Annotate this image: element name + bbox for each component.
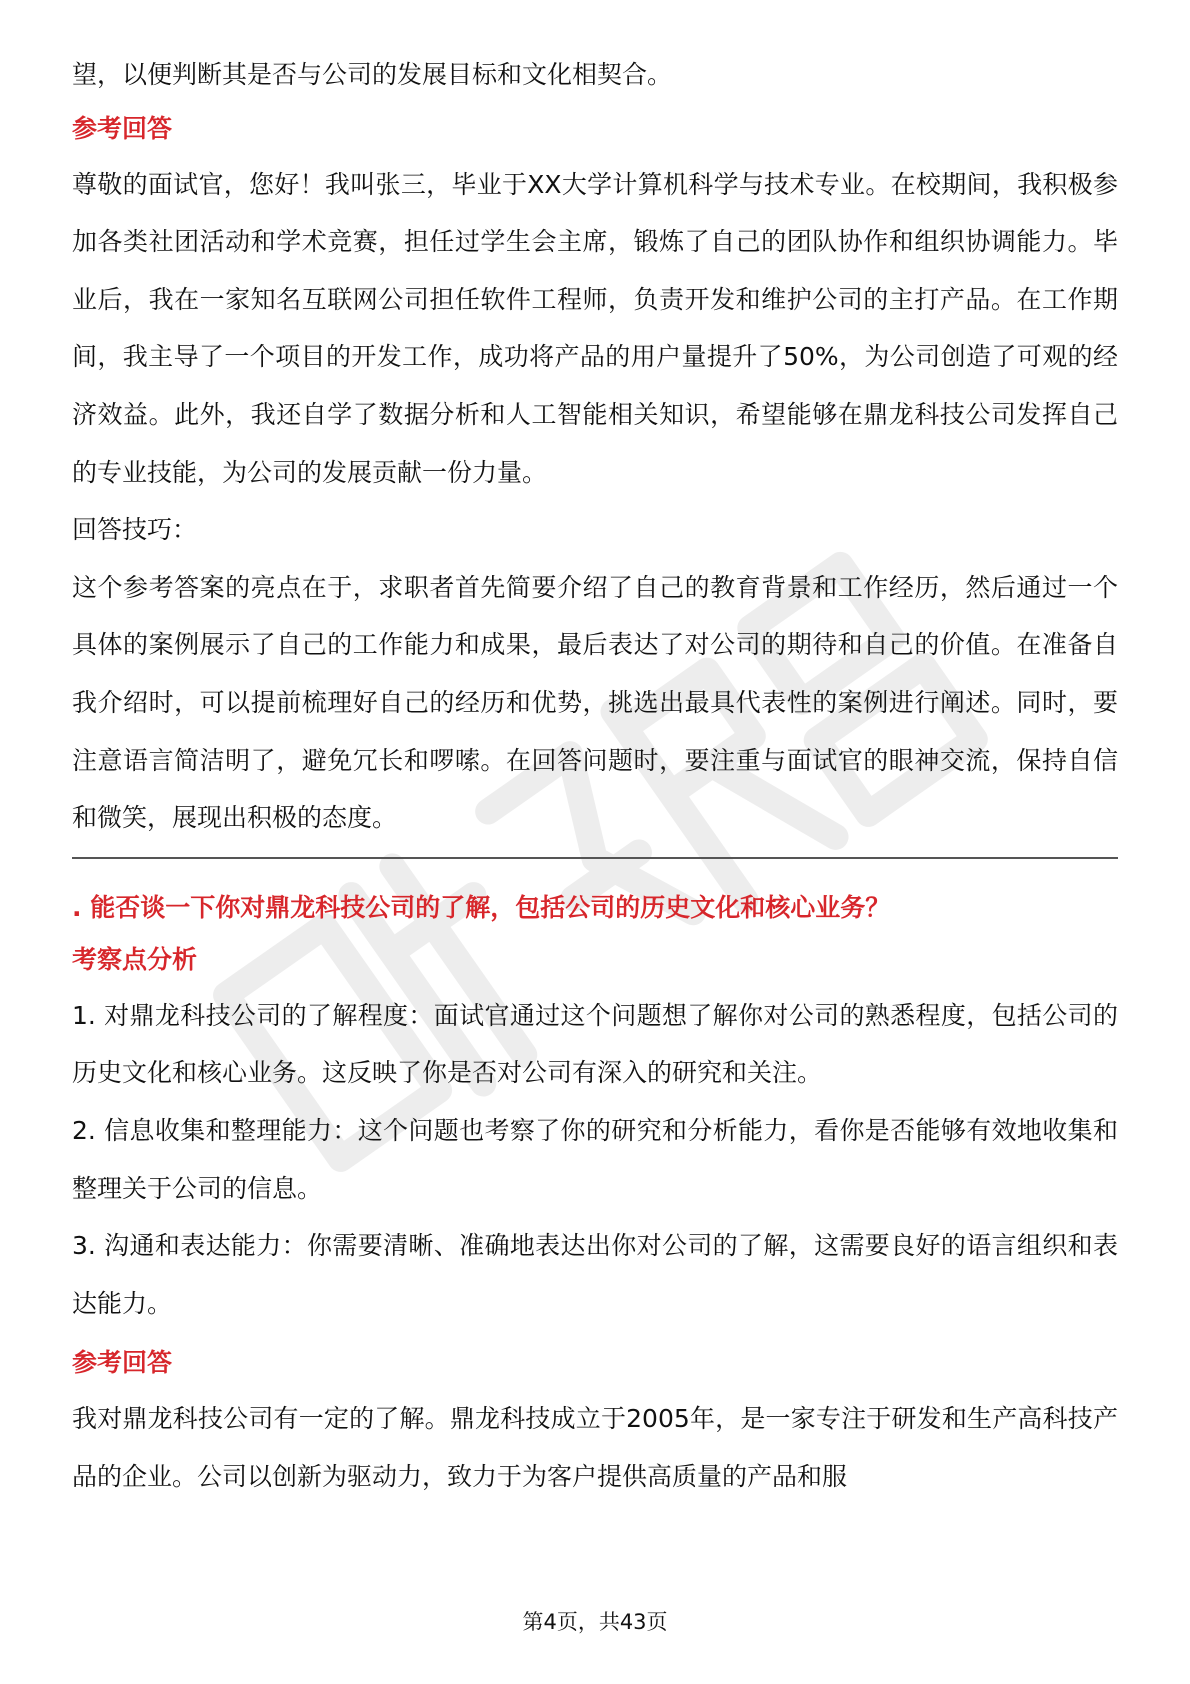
carryover-text: 望，以便判断其是否与公司的发展目标和文化相契合。 [72,60,673,89]
reference-answer-heading: 参考回答 [72,113,173,143]
question-heading: . 能否谈一下你对鼎龙科技公司的了解，包括公司的历史文化和核心业务？ [72,892,891,922]
page-number: 第4页，共43页 [522,1610,668,1634]
analysis-item: 1. 对鼎龙科技公司的了解程度：面试官通过这个问题想了解你对公司的熟悉程度，包括公司的历史文化和核心业务。这反映了你是否对公司有深入的研究和关注。 [72,1000,1118,1088]
section-divider [72,857,1118,859]
analysis-heading: 考察点分析 [72,944,198,974]
answer-tips-label: 回答技巧： [72,515,198,545]
analysis-item: 3. 沟通和表达能力：你需要清晰、准确地表达出你对公司的了解，这需要良好的语言组织和表达能力。 [72,1231,1118,1318]
answer-tips-text: 这个参考答案的亮点在于，求职者首先简要介绍了自己的教育背景和工作经历，然后通过一个具体的案例展示了自己的工作能力和成果，最后表达了对公司的期待和自己的价值。在准备自我介绍时，可以提前梳理好自己的经历和优势，挑选出最具代表性的案例进行阐述。同时，要注意语言简洁明了，避免冗长和啰嗦。在回答问题时，要注重与面试官的眼神交流，保持自信和微笑，展现出积极的态度。 [72,572,1118,833]
analysis-item: 2. 信息收集和整理能力：这个问题也考察了你的研究和分析能力，看你是否能够有效地收集和整理关于公司的信息。 [72,1115,1118,1203]
reference-answer-text: 我对鼎龙科技公司有一定的了解。鼎龙科技成立于2005年，是一家专注于研发和生产高科技产品的企业。公司以创新为驱动力，致力于为客户提供高质量的产品和服 [72,1404,1118,1491]
reference-answer-heading: 参考回答 [72,1348,173,1378]
document-content [72,46,1118,1505]
reference-answer-text: 尊敬的面试官，您好！我叫张三，毕业于XX大学计算机科学与技术专业。在校期间，我积极参加各类社团活动和学术竞赛，担任过学生会主席，锻炼了自己的团队协作和组织协调能力。毕业后，我在一家知名互联网公司担任软件工程师，负责开发和维护公司的主打产品。在工作期间，我主导了一个项目的开发工作，成功将产品的用户量提升了50%，为公司创造了可观的经济效益。此外，我还自学了数据分析和人工智能相关知识，希望能够在鼎龙科技公司发挥自己的专业技能，为公司的发展贡献一份力量。 [72,169,1118,487]
